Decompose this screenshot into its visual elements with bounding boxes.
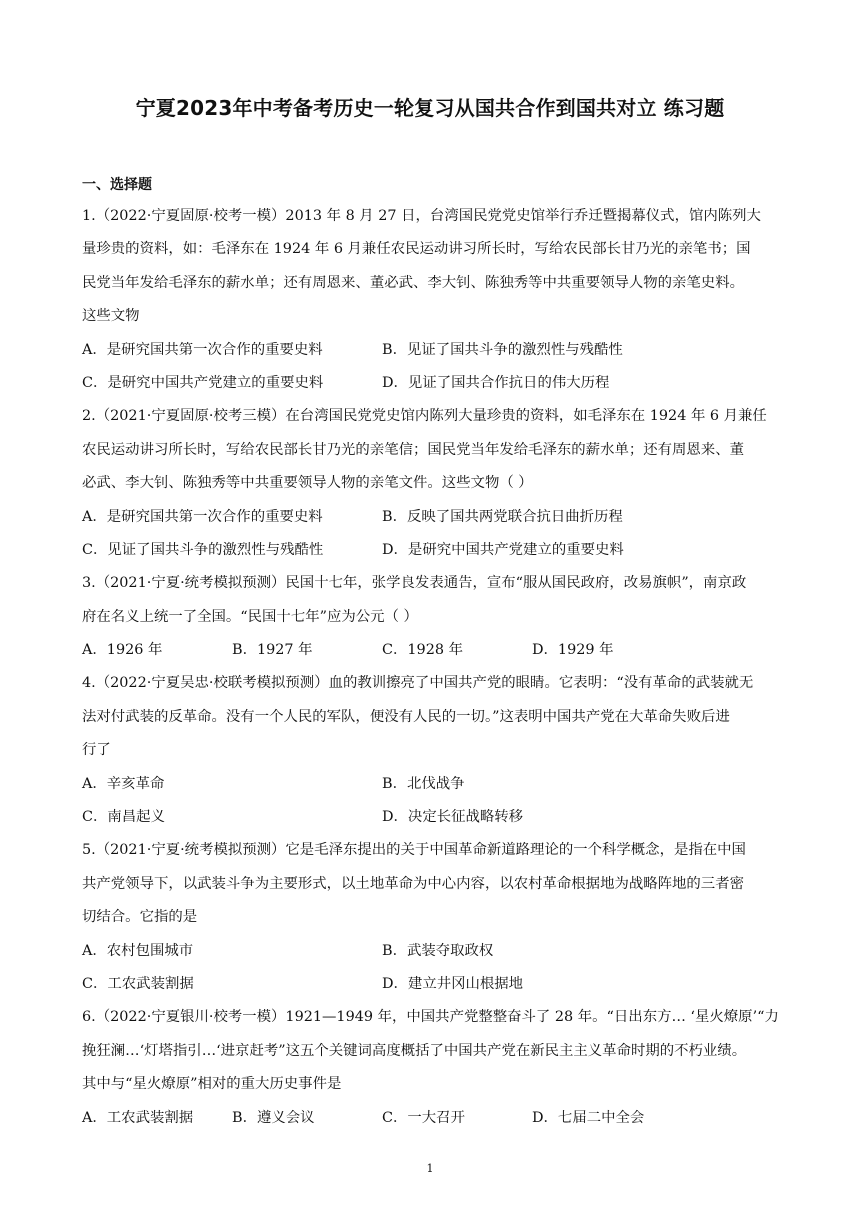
- option-row: [82, 935, 782, 968]
- answer-option: A．是研究国共第一次合作的重要史料: [82, 341, 323, 358]
- question-stem-line: 挽狂澜…‘灯塔指引…‘进京赶考”这五个关键词高度概括了中国共产党在新民主主义革命时期的不朽业绩。: [82, 1042, 747, 1059]
- question-stem-line: 3.（2021·宁夏·统考模拟预测）民国十七年，张学良发表通告，宣布“服从国民政府，改易旗帜”，南京政: [82, 575, 747, 592]
- question-stem-line: 1.（2022·宁夏固原·校考一模）2013 年 8 月 27 日，台湾国民党党史馆举行乔迁暨揭幕仪式，馆内陈列大: [82, 208, 761, 224]
- question-stem-line: 府在名义上统一了全国。“民国十七年”应为公元（ ）: [82, 608, 418, 625]
- question-5: [82, 834, 782, 1001]
- section-heading: 一、选择题: [82, 177, 152, 193]
- answer-option: A．辛亥革命: [82, 775, 165, 792]
- question-stem-line: 这些文物: [82, 308, 140, 325]
- question-3: [82, 567, 782, 667]
- question-stem-line: 4.（2022·宁夏吴忠·校联考模拟预测）血的教训擦亮了中国共产党的眼睛。它表明：“没有革命的武装就无: [82, 675, 754, 692]
- question-stem-line: 共产党领导下，以武装斗争为主要形式，以土地革命为中心内容，以农村革命根据地为战略阵地的三者密: [82, 875, 744, 892]
- answer-option: A．是研究国共第一次合作的重要史料: [82, 508, 323, 525]
- option-row: [82, 634, 782, 667]
- question-stem-line: 法对付武装的反革命。没有一个人民的军队，便没有人民的一切。”这表明中国共产党在大革命失败后进: [82, 708, 730, 725]
- question-stem-line: 切结合。它指的是: [82, 909, 198, 926]
- answer-option: D．见证了国共合作抗日的伟大历程: [382, 374, 610, 391]
- question-stem-line: 6.（2022·宁夏银川·校考一模）1921—1949 年，中国共产党整整奋斗了 28 年。“日出东方… ‘星火燎原’“力: [82, 1009, 779, 1026]
- question-stem-line: 2.（2021·宁夏固原·校考三模）在台湾国民党党史馆内陈列大量珍贵的资料，如毛泽东在 1924 年 6 月兼任: [82, 408, 767, 425]
- answer-option: B．武装夺取政权: [382, 942, 494, 959]
- answer-option: C．1928 年: [382, 642, 463, 659]
- option-row: [82, 768, 782, 801]
- answer-option: B．遵义会议: [232, 1109, 315, 1126]
- option-row: [82, 334, 782, 367]
- answer-option: D．建立井冈山根据地: [382, 975, 524, 992]
- question-stem-line: 行了: [82, 742, 111, 759]
- answer-option: B．北伐战争: [382, 775, 465, 792]
- question-stem-line: 农民运动讲习所长时，写给农民部长甘乃光的亲笔信；国民党当年发给毛泽东的薪水单；还有周恩来、董: [82, 441, 744, 458]
- answer-option: C．工农武装割据: [82, 975, 194, 992]
- question-4: [82, 667, 782, 834]
- answer-option: D．七届二中全会: [532, 1109, 645, 1126]
- question-stem-line: 5.（2021·宁夏·统考模拟预测）它是毛泽东提出的关于中国革命新道路理论的一个科学概念，是指在中国: [82, 842, 746, 859]
- answer-option: C．见证了国共斗争的激烈性与残酷性: [82, 541, 324, 558]
- answer-option: A．农村包围城市: [82, 942, 194, 959]
- question-2: [82, 400, 782, 567]
- answer-option: A．工农武装割据: [82, 1109, 194, 1126]
- question-stem-line: 民党当年发给毛泽东的薪水单；还有周恩来、董必武、李大钊、陈独秀等中共重要领导人物的亲笔史料。: [82, 274, 744, 291]
- option-row: [82, 801, 782, 834]
- answer-option: C．是研究中国共产党建立的重要史料: [82, 374, 324, 391]
- page-title: 宁夏2023年中考备考历史一轮复习从国共合作到国共对立 练习题: [135, 96, 725, 120]
- answer-option: B．反映了国共两党联合抗日曲折历程: [382, 508, 623, 525]
- answer-option: D．决定长征战略转移: [382, 809, 524, 826]
- answer-option: B．见证了国共斗争的激烈性与残酷性: [382, 341, 623, 358]
- option-row: [82, 534, 782, 567]
- question-stem-line: 必武、李大钊、陈独秀等中共重要领导人物的亲笔文件。这些文物（ ）: [82, 475, 533, 492]
- answer-option: C．南昌起义: [82, 809, 165, 826]
- question-stem-line: 其中与“星火燎原”相对的重大历史事件是: [82, 1076, 342, 1093]
- answer-option: B．1927 年: [232, 642, 313, 659]
- answer-option: A．1926 年: [82, 642, 163, 659]
- option-row: [82, 1102, 782, 1135]
- answer-option: D．是研究中国共产党建立的重要史料: [382, 541, 624, 558]
- question-6: [82, 1001, 782, 1135]
- question-1: [82, 200, 782, 400]
- page-number: 1: [426, 1162, 434, 1175]
- answer-option: D．1929 年: [532, 642, 614, 659]
- option-row: [82, 501, 782, 534]
- option-row: [82, 968, 782, 1001]
- question-list: [82, 200, 782, 1135]
- option-row: [82, 367, 782, 400]
- question-stem-line: 量珍贵的资料，如：毛泽东在 1924 年 6 月兼任农民运动讲习所长时，写给农民部长甘乃光的亲笔书；国: [82, 241, 751, 258]
- answer-option: C．一大召开: [382, 1109, 465, 1126]
